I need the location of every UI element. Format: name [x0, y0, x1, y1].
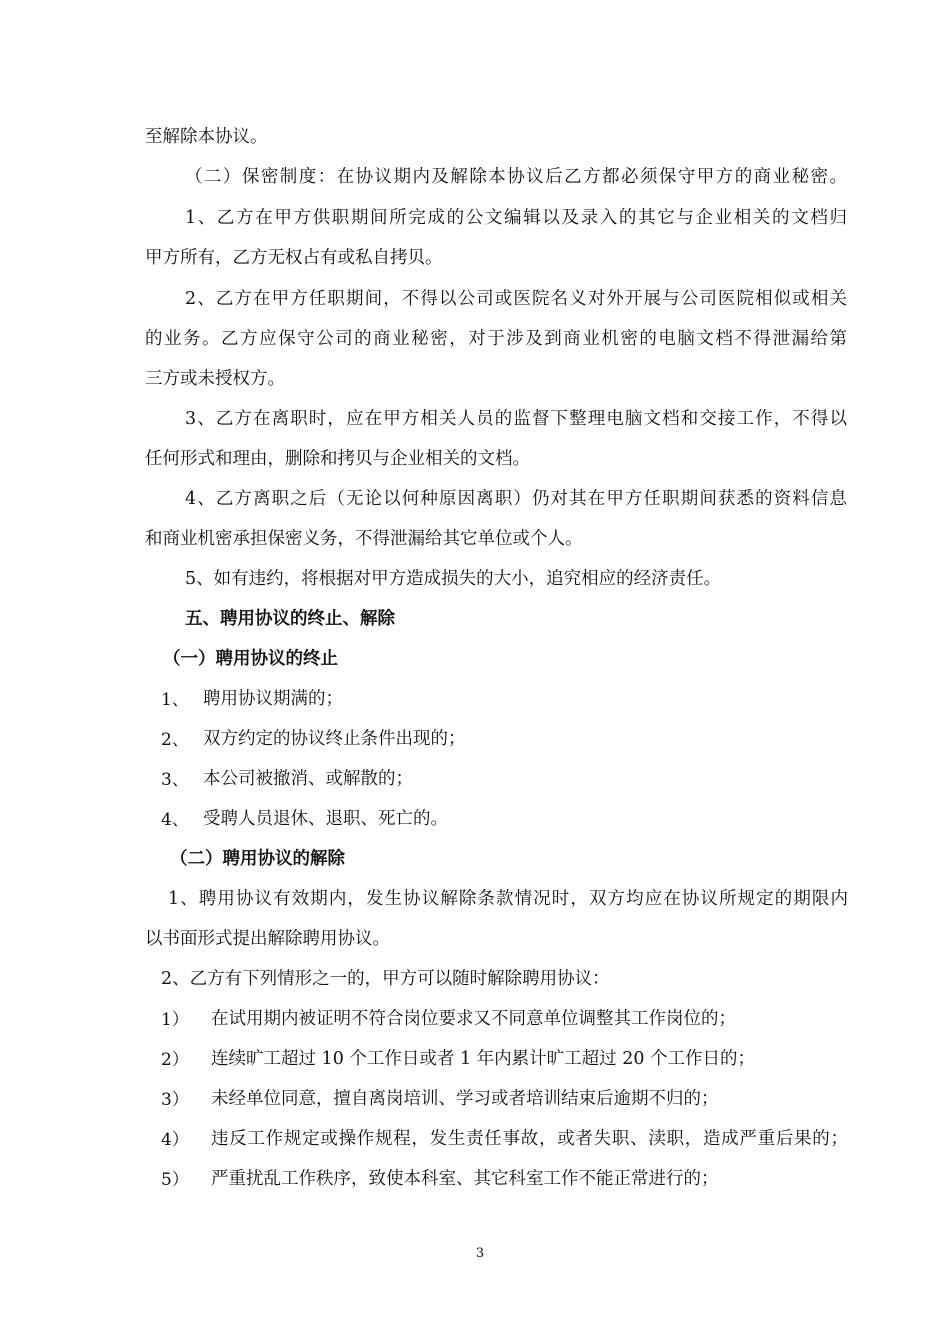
paragraph-line: 2、乙方在甲方任职期间，不得以公司或医院名义对外开展与公司医院相似或相关 — [185, 289, 847, 309]
list-item-number: 3） — [161, 1090, 189, 1110]
list-item-number: 2） — [161, 1050, 189, 1070]
list-item-text: 聘用协议期满的； — [203, 689, 343, 709]
list-item-text: 未经单位同意，擅自离岗培训、学习或者培训结束后逾期不归的； — [211, 1089, 719, 1109]
list-item-text: 受聘人员退休、退职、死亡的。 — [203, 809, 448, 829]
paragraph-line: 5、如有违约，将根据对甲方造成损失的大小，追究相应的经济责任。 — [185, 569, 722, 589]
paragraph-line: 2、乙方有下列情形之一的，甲方可以随时解除聘用协议： — [161, 969, 610, 989]
list-item-text: 违反工作规定或操作规程，发生责任事故，或者失职、渎职，造成严重后果的； — [211, 1129, 848, 1149]
subsection-heading: （二）聘用协议的解除 — [170, 849, 345, 869]
list-item-number: 5） — [161, 1170, 189, 1190]
subsection-heading: （一）聘用协议的终止 — [163, 649, 338, 669]
paragraph-line: 甲方所有，乙方无权占有或私自拷贝。 — [145, 248, 443, 268]
paragraph-line: 至解除本协议。 — [145, 127, 268, 147]
list-item-number: 3、 — [161, 770, 189, 790]
section-heading: 五、聘用协议的终止、解除 — [185, 609, 395, 629]
paragraph-line: 和商业机密承担保密义务，不得泄漏给其它单位或个人。 — [145, 529, 583, 549]
list-item-number: 2、 — [161, 730, 189, 750]
paragraph-line: 1、乙方在甲方供职期间所完成的公文编辑以及录入的其它与企业相关的文档归 — [185, 208, 847, 228]
paragraph-line: 4、乙方离职之后（无论以何种原因离职）仍对其在甲方任职期间获悉的资料信息 — [185, 489, 847, 509]
paragraph-line: 的业务。乙方应保守公司的商业秘密，对于涉及到商业机密的电脑文档不得泄漏给第 — [145, 329, 847, 349]
list-item-text: 本公司被撤消、或解散的； — [203, 769, 413, 789]
list-item-text: 连续旷工超过 10 个工作日或者 1 年内累计旷工超过 20 个工作日的； — [211, 1049, 756, 1069]
paragraph-line: 3、乙方在离职时，应在甲方相关人员的监督下整理电脑文档和交接工作，不得以 — [185, 409, 847, 429]
list-item-number: 1） — [161, 1010, 189, 1030]
paragraph-line: 1、聘用协议有效期内，发生协议解除条款情况时，双方均应在协议所规定的期限内 — [168, 889, 848, 909]
list-item-text: 双方约定的协议终止条件出现的； — [203, 729, 466, 749]
list-item-number: 4） — [161, 1130, 189, 1150]
list-item-text: 严重扰乱工作秩序，致使本科室、其它科室工作不能正常进行的； — [211, 1169, 719, 1189]
list-item-number: 1、 — [161, 690, 189, 710]
paragraph-line: 三方或未授权方。 — [145, 369, 285, 389]
list-item-text: 在试用期内被证明不符合岗位要求又不同意单位调整其工作岗位的； — [211, 1009, 736, 1029]
paragraph-line: 以书面形式提出解除聘用协议。 — [145, 929, 390, 949]
paragraph-line: （二）保密制度：在协议期内及解除本协议后乙方都必须保守甲方的商业秘密。 — [185, 167, 847, 187]
paragraph-line: 任何形式和理由，删除和拷贝与企业相关的文档。 — [145, 449, 530, 469]
list-item-number: 4、 — [161, 810, 189, 830]
page-number: 3 — [475, 1246, 485, 1261]
